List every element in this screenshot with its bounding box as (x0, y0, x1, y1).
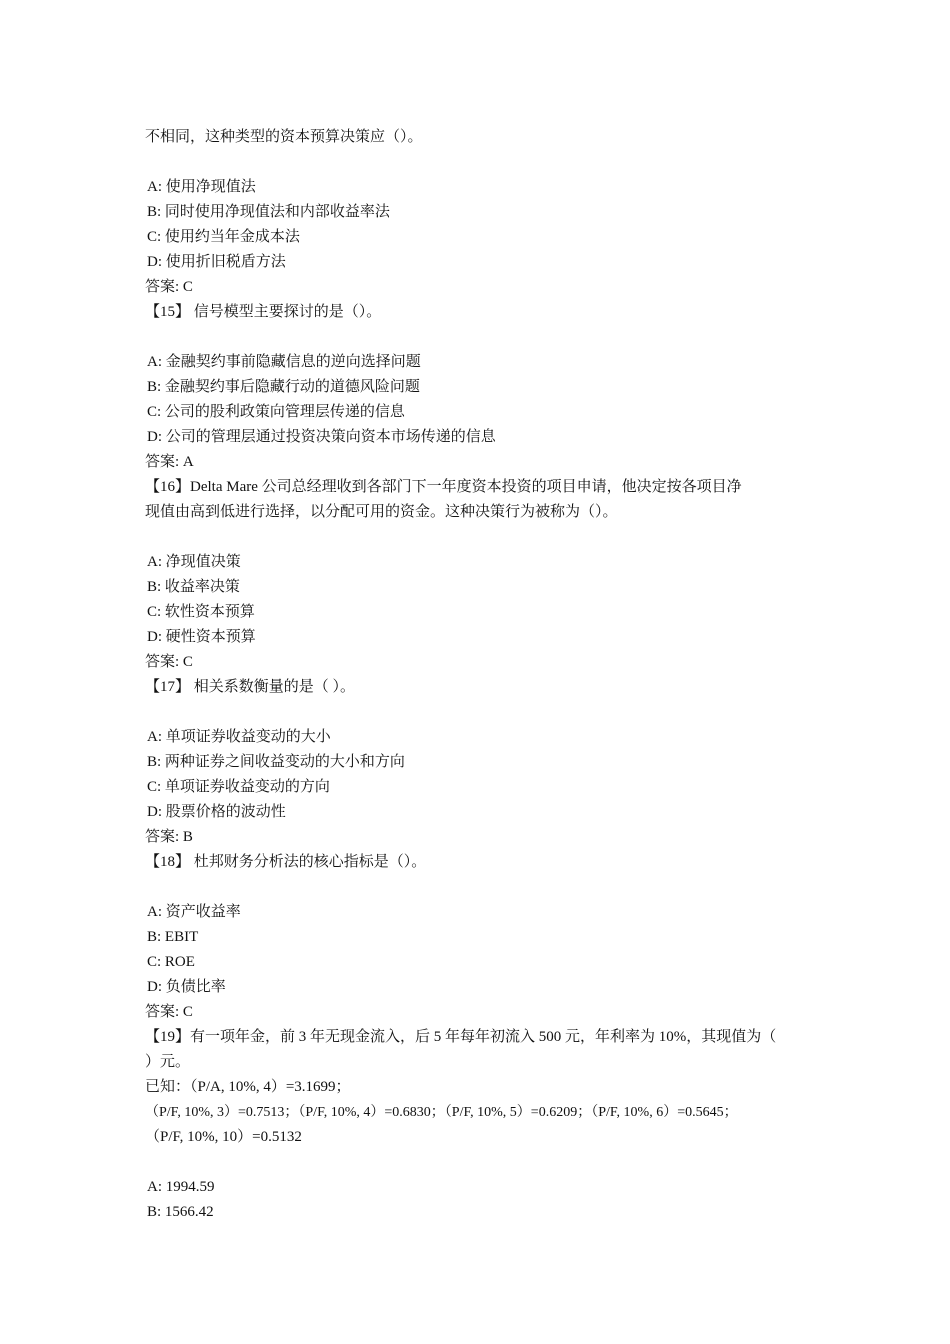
q15-answer: 答案: A (145, 454, 194, 470)
q16-option-a: A: 净现值决策 (147, 554, 241, 570)
q15-option-c: C: 公司的股利政策向管理层传递的信息 (147, 404, 405, 420)
q17-stem: 【17】 相关系数衡量的是（ ）。 (145, 679, 356, 695)
q14-option-d: D: 使用折旧税盾方法 (147, 254, 286, 270)
q14-option-a: A: 使用净现值法 (147, 179, 256, 195)
spacer (145, 150, 817, 175)
q19-known-line3: （P/F, 10%, 10）=0.5132 (145, 1129, 302, 1145)
q15-option-a: A: 金融契约事前隐藏信息的逆向选择问题 (147, 354, 421, 370)
q16-option-c: C: 软性资本预算 (147, 604, 255, 620)
spacer (145, 875, 817, 900)
spacer (145, 700, 817, 725)
q15-option-b: B: 金融契约事后隐藏行动的道德风险问题 (147, 379, 420, 395)
q16-option-d: D: 硬性资本预算 (147, 629, 256, 645)
q14-answer: 答案: C (145, 279, 193, 295)
q18-stem: 【18】 杜邦财务分析法的核心指标是（）。 (145, 854, 427, 870)
q15-stem: 【15】 信号模型主要探讨的是（）。 (145, 304, 382, 320)
q17-option-d: D: 股票价格的波动性 (147, 804, 286, 820)
q19-stem-line2: ）元。 (145, 1054, 191, 1070)
q19-option-b: B: 1566.42 (147, 1204, 214, 1220)
spacer (145, 1150, 817, 1175)
q17-option-c: C: 单项证券收益变动的方向 (147, 779, 330, 795)
q18-option-a: A: 资产收益率 (147, 904, 241, 920)
q18-answer: 答案: C (145, 1004, 193, 1020)
q17-answer: 答案: B (145, 829, 193, 845)
q16-answer: 答案: C (145, 654, 193, 670)
q16-stem-line2: 现值由高到低进行选择，以分配可用的资金。这种决策行为被称为（）。 (145, 504, 618, 520)
q19-known-line1: 已知：（P/A, 10%, 4）=3.1699； (145, 1079, 351, 1095)
q19-option-a: A: 1994.59 (147, 1179, 215, 1195)
q19-known-line2: （P/F, 10%, 3）=0.7513；（P/F, 10%, 4）=0.6830；（P/F, 10%, 5）=0.6209；（P/F, 10%, 6）=0.5645； (145, 1105, 738, 1120)
document-body (145, 125, 817, 1225)
q14-stem-tail: 不相同，这种类型的资本预算决策应（）。 (145, 129, 423, 145)
spacer (145, 525, 817, 550)
q19-stem-line1: 【19】有一项年金，前 3 年无现金流入，后 5 年每年初流入 500 元，年利率为 10%，其现值为（ (145, 1029, 777, 1045)
q15-option-d: D: 公司的管理层通过投资决策向资本市场传递的信息 (147, 429, 496, 445)
q16-stem-line1: 【16】Delta Mare 公司总经理收到各部门下一年度资本投资的项目申请，他决定按各项目净 (145, 479, 742, 495)
q18-option-d: D: 负债比率 (147, 979, 226, 995)
q18-option-b: B: EBIT (147, 929, 199, 945)
q14-option-b: B: 同时使用净现值法和内部收益率法 (147, 204, 390, 220)
spacer (145, 325, 817, 350)
q14-option-c: C: 使用约当年金成本法 (147, 229, 300, 245)
q18-option-c: C: ROE (147, 954, 195, 970)
q17-option-b: B: 两种证券之间收益变动的大小和方向 (147, 754, 405, 770)
q16-option-b: B: 收益率决策 (147, 579, 240, 595)
q17-option-a: A: 单项证券收益变动的大小 (147, 729, 331, 745)
